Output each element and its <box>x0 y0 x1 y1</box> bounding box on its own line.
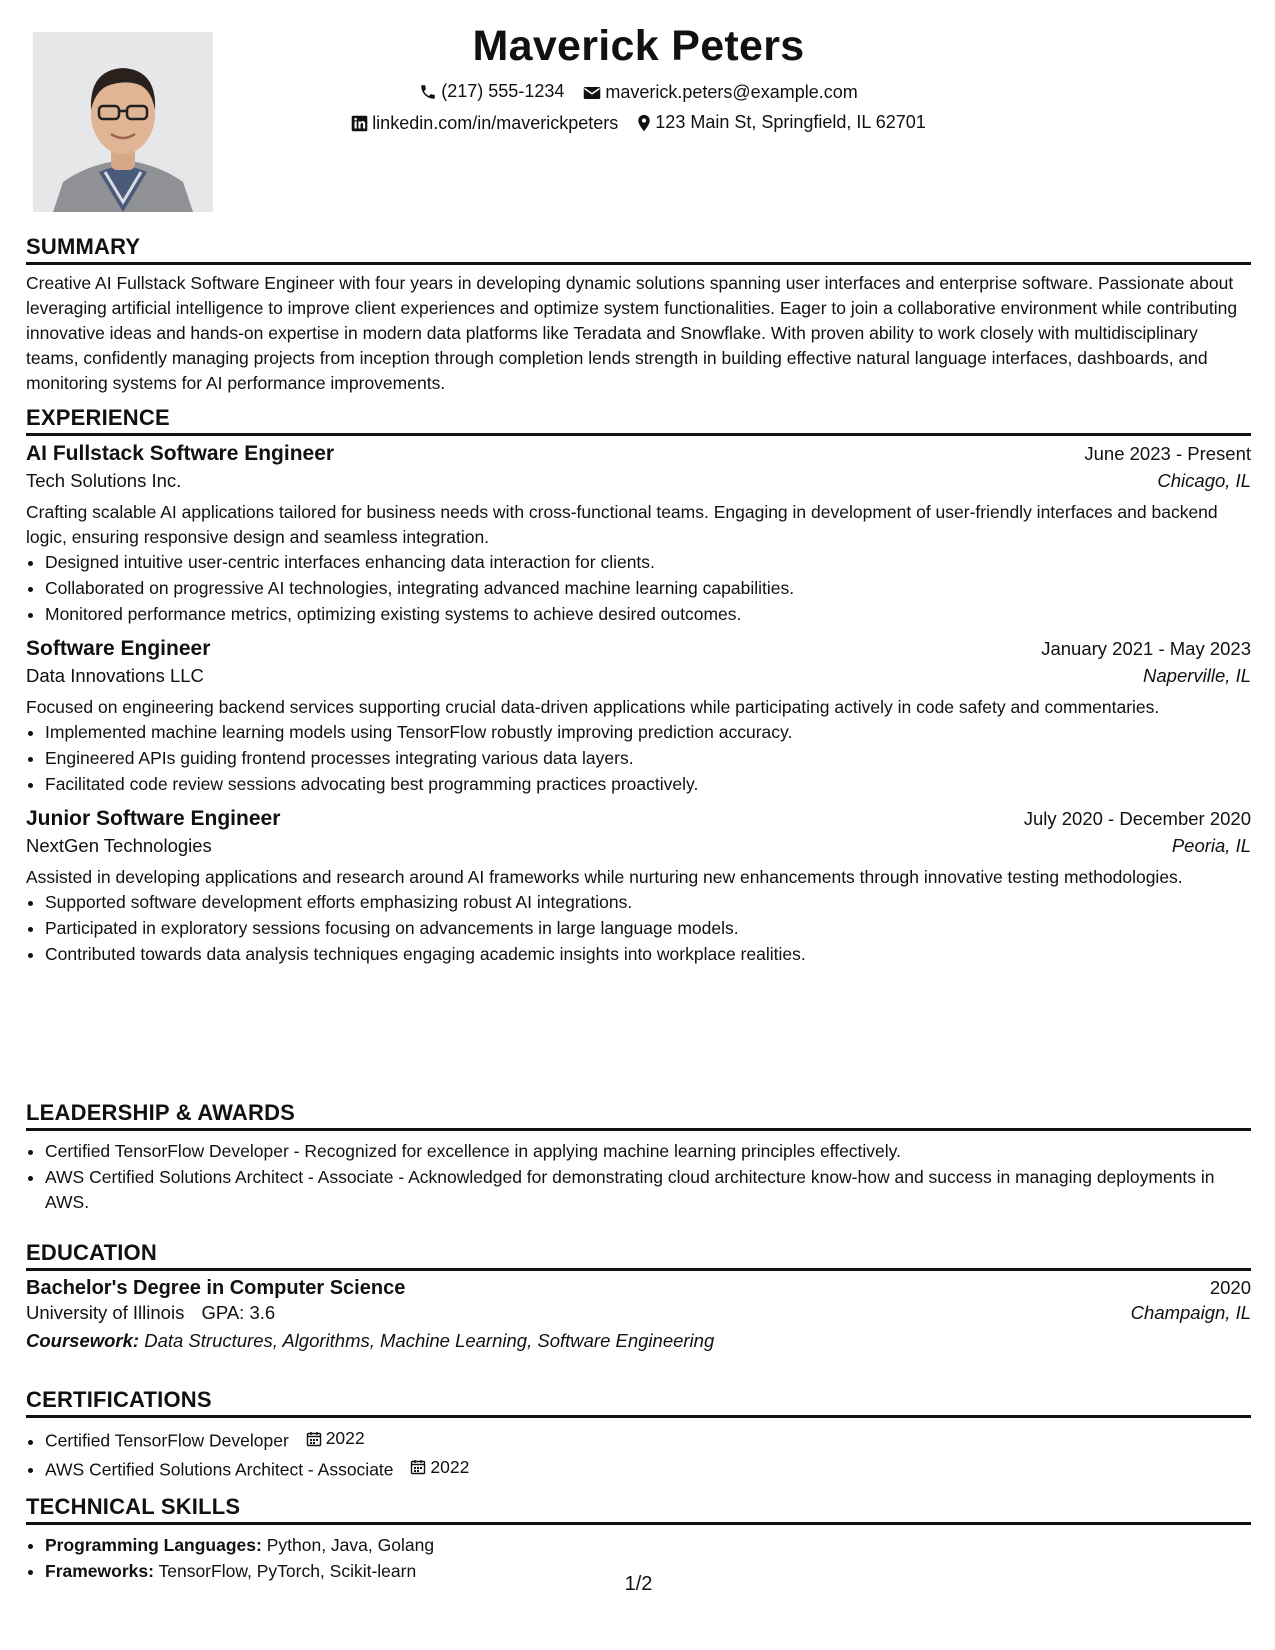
job-title: Software Engineer <box>26 637 211 660</box>
graduation-year: 2020 <box>1209 1277 1251 1298</box>
envelope-icon <box>583 85 601 101</box>
job-entry <box>26 637 1251 797</box>
phone-icon <box>419 83 437 101</box>
job-location: Chicago, IL <box>1157 470 1251 491</box>
list-item: • Designed intuitive user-centric interfaces enhancing data interaction for clients. <box>45 550 1251 575</box>
address-text: 123 Main St, Springfield, IL 62701 <box>655 112 926 132</box>
cert-year: 2022 <box>325 1428 365 1448</box>
job-bullets <box>26 720 1251 797</box>
cert-name: Certified TensorFlow Developer <box>45 1430 289 1451</box>
gpa: GPA: 3.6 <box>201 1302 276 1323</box>
list-item <box>45 1426 1251 1454</box>
contact-row-2 <box>26 112 1251 137</box>
school-location: Champaign, IL <box>1130 1302 1251 1323</box>
cert-year: 2022 <box>430 1456 470 1477</box>
coursework <box>26 1330 1251 1352</box>
page-number: 1/2 <box>624 1573 653 1595</box>
summary-section <box>26 234 1251 396</box>
skill-label: Programming Languages: <box>45 1535 262 1555</box>
list-item: • Certified TensorFlow Developer - Recognized for excellence in applying machine learning principles effectively. <box>45 1139 1251 1164</box>
experience-section <box>26 405 1251 968</box>
skill-value: TensorFlow, PyTorch, Scikit-learn <box>158 1561 417 1581</box>
job-dates: July 2020 - December 2020 <box>1023 808 1251 829</box>
section-title-leadership: LEADERSHIP & AWARDS <box>26 1100 1251 1131</box>
job-dates: June 2023 - Present <box>1084 443 1251 464</box>
linkedin-text[interactable]: linkedin.com/in/maverickpeters <box>372 112 619 133</box>
job-company: Data Innovations LLC <box>26 665 204 686</box>
list-item <box>45 1455 1251 1483</box>
cert-name: AWS Certified Solutions Architect - Associate <box>45 1459 394 1479</box>
list-item: • Contributed towards data analysis techniques engaging academic insights into workplace realities. <box>45 942 1251 967</box>
list-item: • AWS Certified Solutions Architect - Associate - Acknowledged for demonstrating cloud architecture know-how and success in managing deployments in AWS. <box>45 1165 1251 1215</box>
leadership-list <box>26 1139 1251 1215</box>
job-bullets <box>26 550 1251 627</box>
skills-section <box>26 1494 1251 1585</box>
email-item[interactable] <box>583 82 857 103</box>
candidate-name: Maverick Peters <box>472 22 805 70</box>
job-description: Focused on engineering backend services supporting crucial data-driven applications while participating actively in code safety and commentaries. <box>26 697 1160 717</box>
list-item: • Engineered APIs guiding frontend processes integrating various data layers. <box>45 746 1251 771</box>
list-item: • Facilitated code review sessions advocating best programming practices proactively. <box>45 772 1251 797</box>
calendar-icon <box>410 1459 426 1475</box>
resume-page <box>26 0 1251 1650</box>
list-item: • Supported software development efforts emphasizing robust AI integrations. <box>45 890 1251 915</box>
certifications-section <box>26 1387 1251 1483</box>
skill-label: Frameworks: <box>45 1561 154 1581</box>
list-item: • Collaborated on progressive AI technologies, integrating advanced machine learning capabilities. <box>45 576 1251 601</box>
job-title: Junior Software Engineer <box>26 807 281 830</box>
contact-row-1 <box>26 81 1251 106</box>
job-entry <box>26 442 1251 627</box>
phone-text: (217) 555-1234 <box>441 81 565 101</box>
summary-text: Creative AI Fullstack Software Engineer with four years in developing dynamic solutions spanning user interfaces and enterprise software. Passionate about leveraging artificial intelligence to improve client experiences and optimize system functionalities. Eager to join a collaborative environment while contributing innovative ideas and hands-on expertise in modern data platforms like Teradata and Snowflake. With proven ability to work closely with multidisciplinary teams, confidently managing projects from inception through completion lends strength in building effective natural language interfaces, dashboards, and monitoring systems for AI performance improvements. <box>26 273 1238 393</box>
section-title-education: EDUCATION <box>26 1240 1251 1271</box>
linkedin-item[interactable] <box>351 113 618 134</box>
job-description: Crafting scalable AI applications tailored for business needs with cross-functional teams. Engaging in development of user-friendly interfaces and backend logic, ensuring responsive design and seamless integration. <box>26 502 1218 547</box>
education-section <box>26 1240 1251 1352</box>
job-bullets <box>26 890 1251 967</box>
section-title-experience: EXPERIENCE <box>26 405 1251 436</box>
certifications-list <box>26 1426 1251 1482</box>
skill-value: Python, Java, Golang <box>266 1535 435 1555</box>
leadership-section <box>26 1100 1251 1216</box>
calendar-icon <box>306 1431 322 1447</box>
list-item: • Participated in exploratory sessions focusing on advancements in large language models. <box>45 916 1251 941</box>
school-name: University of Illinois <box>26 1302 185 1323</box>
coursework-label: Coursework: <box>26 1330 140 1351</box>
section-title-certifications: CERTIFICATIONS <box>26 1387 1251 1418</box>
job-description: Assisted in developing applications and research around AI frameworks while nurturing new enhancements through innovative testing methodologies. <box>26 867 1183 887</box>
coursework-list: Data Structures, Algorithms, Machine Learning, Software Engineering <box>144 1330 715 1351</box>
job-location: Naperville, IL <box>1143 665 1251 686</box>
phone-item <box>419 81 564 102</box>
email-text[interactable]: maverick.peters@example.com <box>605 82 858 102</box>
job-location: Peoria, IL <box>1171 835 1251 856</box>
map-pin-icon <box>637 114 651 132</box>
job-entry <box>26 807 1251 967</box>
job-company: NextGen Technologies <box>26 835 212 856</box>
linkedin-icon <box>351 115 368 132</box>
list-item <box>45 1533 1251 1558</box>
list-item: • Monitored performance metrics, optimizing existing systems to achieve desired outcomes. <box>45 602 1251 627</box>
job-dates: January 2021 - May 2023 <box>1041 638 1251 659</box>
section-title-skills: TECHNICAL SKILLS <box>26 1494 1251 1525</box>
job-company: Tech Solutions Inc. <box>26 470 182 491</box>
section-title-summary: SUMMARY <box>26 234 1251 265</box>
list-item: • Implemented machine learning models using TensorFlow robustly improving prediction accuracy. <box>45 720 1251 745</box>
degree-title: Bachelor's Degree in Computer Science <box>26 1277 406 1299</box>
job-title: AI Fullstack Software Engineer <box>26 442 335 465</box>
address-item <box>637 112 926 133</box>
